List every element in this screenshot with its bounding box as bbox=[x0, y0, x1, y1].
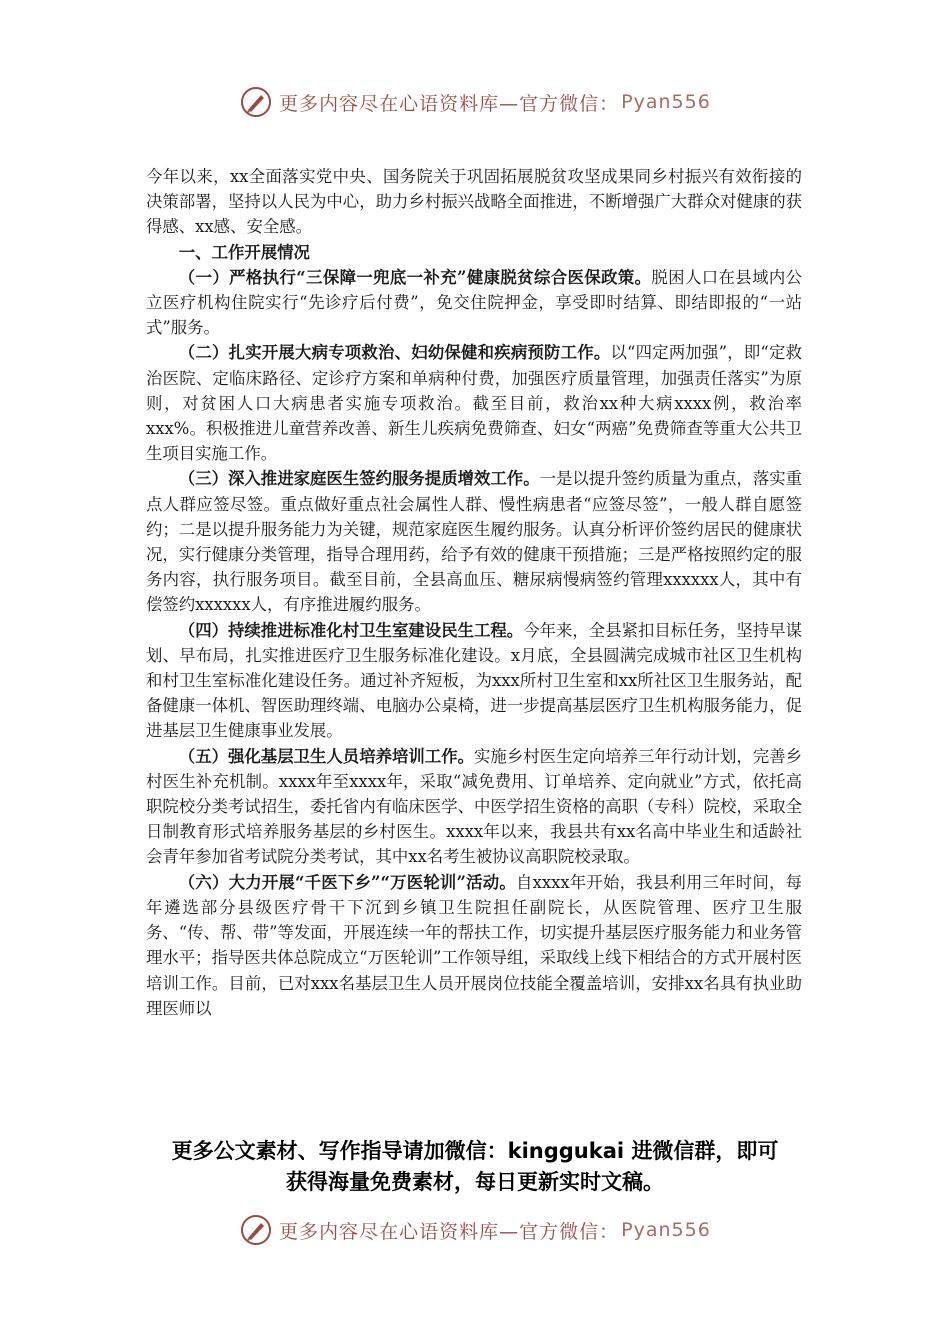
intro-paragraph: 今年以来，xx全面落实党中央、国务院关于巩固拓展脱贫攻坚成果同乡村振兴有效衔接的决策部署，坚持以人民为中心，助力乡村振兴战略全面推进，不断增强广大群众对健康的获得感、xx感、安全感。 bbox=[146, 167, 802, 237]
item-body: 以“四定两加强”，即“定救治医院、定临床路径、定诊疗方案和单病种付费，加强医疗质量管理，加强责任落实”为原则，对贫困人口大病患者实施专项救治。截至目前，救治xx种大病xxxx例，救治率xxx%。积极推进儿童营养改善、新生儿疾病免费筛查、妇女“两癌”免费筛查等重大公共卫生项目实施工作。 bbox=[146, 343, 803, 464]
item-body: 自xxxx年开始，我县利用三年时间，每年遴选部分县级医疗骨干下沉到乡镇卫生院担任副院长，从医院管理、医疗卫生服务、“传、帮、带”等发面，开展连续一年的帮扶工作，切实提升基层医疗服务能力和业务管理水平；指导医共体总院成立“万医轮训”工作领导组，采取线上线下相结合的方式开展村医培训工作。目前，已对xxx名基层卫生人员开展岗位技能全覆盖培训，安排xx名具有执业助理医师以 bbox=[146, 872, 802, 1018]
item-heading: （二）扎实开展大病专项救治、妇幼保健和疾病预防工作。 bbox=[178, 343, 611, 363]
promo-line-2: 获得海量免费素材，每日更新实时文稿。 bbox=[286, 1170, 664, 1194]
paragraph-item-2 bbox=[146, 340, 802, 466]
paragraph-item-6 bbox=[146, 870, 802, 1021]
banner-handle: Pyan556 bbox=[621, 91, 711, 113]
item-heading: （三）深入推进家庭医生签约服务提质增效工作。 bbox=[178, 469, 540, 489]
item-body: 今年来，全县紧扣目标任务，坚持早谋划、早布局，扎实推进医疗卫生服务标准化建设。x月底，全县圆满完成城市社区卫生机构和村卫生室标准化建设任务。通过补齐短板，为xxx所村卫生室和xx所社区卫生服务站，配备健康一体机、智医助理终端、电脑办公桌椅，进一步提高基层医疗卫生机构服务能力，促进基层卫生健康事业发展。 bbox=[146, 620, 802, 741]
item-heading: （四）持续推进标准化村卫生室建设民生工程。 bbox=[178, 620, 524, 640]
pen-logo-icon bbox=[239, 85, 273, 119]
item-heading: （五）强化基层卫生人员培养培训工作。 bbox=[178, 746, 475, 766]
paragraph-item-4 bbox=[146, 618, 802, 744]
banner-text: 更多内容尽在心语资料库—官方微信： bbox=[279, 92, 620, 115]
document-body bbox=[146, 164, 802, 1021]
promo-line-1: 更多公文素材、写作指导请加微信：kinggukai 进微信群，即可 bbox=[171, 1139, 779, 1163]
pen-logo-icon bbox=[239, 1213, 273, 1247]
banner-handle: Pyan556 bbox=[621, 1219, 711, 1241]
item-body: 实施乡村医生定向培养三年行动计划，完善乡村医生补充机制。xxxx年至xxxx年，采取“减免费用、订单培养、定向就业”方式，依托高职院校分类考试招生，委托省内有临床医学、中医学招生资格的高职（专科）院校，采取全日制教育形式培养服务基层的乡村医生。xxxx年以来，我县共有xx名高中毕业生和适龄社会青年参加省考试院分类考试，其中xx名考生被协议高职院校录取。 bbox=[146, 746, 803, 867]
header-banner bbox=[0, 80, 950, 124]
paragraph-item-3 bbox=[146, 466, 802, 617]
item-body: 一是以提升签约质量为重点，落实重点人群应签尽签。重点做好重点社会属性人群、慢性病患者“应签尽签”，一般人群自愿签约；二是以提升服务能力为关键，规范家庭医生履约服务。认真分析评价签约居民的健康状况，实行健康分类管理，指导合理用药，给予有效的健康干预措施；三是严格按照约定的服务内容，执行服务项目。截至目前，全县高血压、糖尿病慢病签约管理xxxxxx人，其中有偿签约xxxxxx人，有序推进履约服务。 bbox=[146, 469, 803, 615]
paragraph-item-1 bbox=[146, 265, 802, 341]
paragraph-item-5 bbox=[146, 744, 802, 870]
item-heading: （六）大力开展“千医下乡”“万医轮训”活动。 bbox=[178, 872, 516, 892]
promo-note bbox=[120, 1136, 830, 1198]
section-title: 一、工作开展情况 bbox=[178, 242, 310, 262]
banner-text: 更多内容尽在心语资料库—官方微信： bbox=[279, 1220, 620, 1243]
footer-banner bbox=[0, 1208, 950, 1252]
item-body: 脱困人口在县域内公立医疗机构住院实行“先诊疗后付费”，免交住院押金，享受即时结算、即结即报的“一站式”服务。 bbox=[146, 267, 803, 338]
item-heading: （一）严格执行“三保障一兜底一补充”健康脱贫综合医保政策。 bbox=[178, 267, 652, 287]
